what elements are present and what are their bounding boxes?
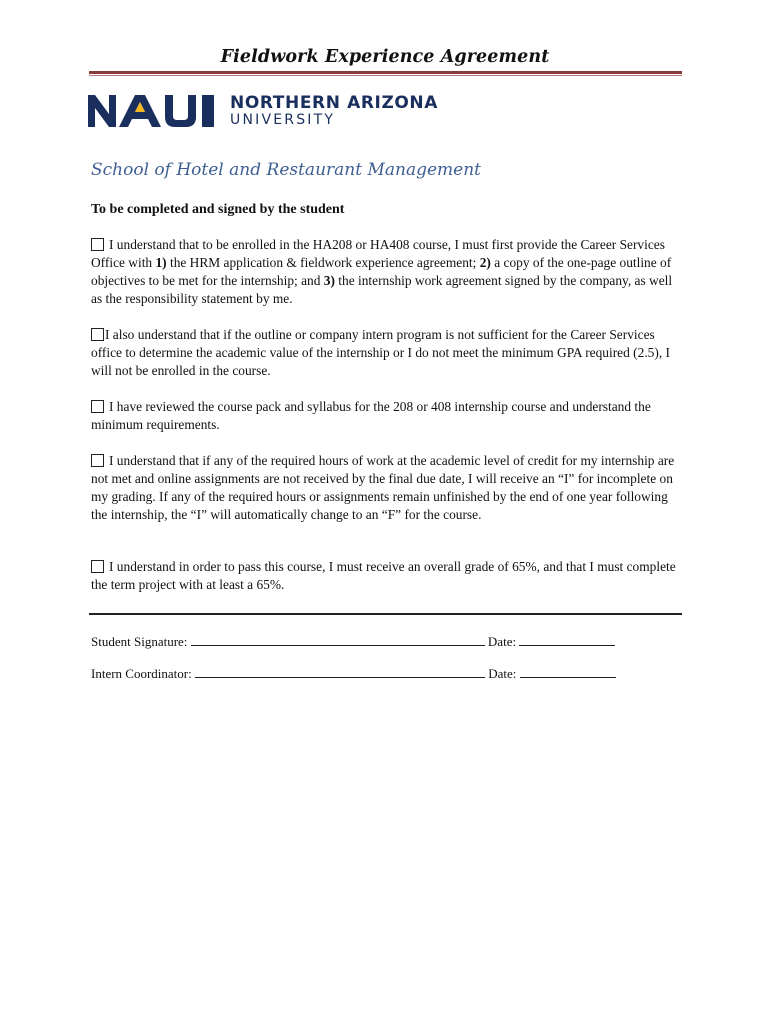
coordinator-signature-label: Intern Coordinator: bbox=[91, 666, 192, 681]
coordinator-signature-field[interactable] bbox=[195, 666, 485, 678]
clause-text: a copy of the one-page outline of objectives to be met for the internship; and bbox=[91, 255, 672, 288]
title-rule bbox=[89, 71, 682, 74]
student-signature-field[interactable] bbox=[191, 634, 485, 646]
clause-text: the HRM application & fieldwork experience agreement; bbox=[166, 255, 480, 270]
section-divider bbox=[89, 613, 682, 615]
logo-text-northern-arizona: NORTHERN ARIZONA bbox=[230, 93, 439, 113]
title-rule-thin bbox=[89, 75, 682, 76]
clause-text: I also understand that if the outline or company intern program is not sufficient for the Career Services office to determine the academic value of the internship or I do not meet the minimum GPA required (2.5), I will not be enrolled in the course. bbox=[91, 327, 670, 378]
clause-text: I have reviewed the course pack and syllabus for the 208 or 408 internship course and understand the minimum requirements. bbox=[91, 399, 651, 432]
student-date-field[interactable] bbox=[519, 634, 615, 646]
clause-text: I understand in order to pass this course, I must receive an overall grade of 65%, and that I must complete the term project with at least a 65%. bbox=[91, 559, 676, 592]
school-heading: School of Hotel and Restaurant Management bbox=[91, 160, 481, 180]
instruction-text: To be completed and signed by the student bbox=[91, 202, 345, 217]
logo-text-university: UNIVERSITY bbox=[230, 112, 336, 128]
item-number: 1) bbox=[155, 255, 167, 270]
clause-incomplete-grading bbox=[91, 452, 681, 524]
item-number: 3) bbox=[323, 273, 335, 288]
document-title: Fieldwork Experience Agreement bbox=[220, 47, 550, 67]
student-date-label: Date: bbox=[487, 634, 517, 649]
clause-text: I understand that if any of the required hours of work at the academic level of credit for my internship are not met and online assignments are not received by the final due date, I will receive an “I” for incomplete on my grading. If any of the required hours or assignments remain unfinished by the end of one year following the internship, the “I” will automatically change to an “F” for the course. bbox=[91, 453, 675, 522]
coordinator-date-label: Date: bbox=[488, 666, 517, 681]
clause-program-sufficiency bbox=[91, 326, 681, 380]
coordinator-date-field[interactable] bbox=[520, 666, 616, 678]
clause-course-pack bbox=[91, 398, 681, 434]
item-number: 2) bbox=[479, 255, 491, 270]
clause-passing-grade bbox=[91, 558, 681, 594]
checkbox-enrollment[interactable] bbox=[91, 238, 104, 251]
checkbox-incomplete-grading[interactable] bbox=[91, 454, 104, 467]
student-signature-label: Student Signature: bbox=[91, 634, 188, 649]
checkbox-course-pack[interactable] bbox=[91, 400, 104, 413]
nau-logo-mark bbox=[88, 94, 216, 128]
clause-enrollment-requirements bbox=[91, 236, 681, 308]
student-signature-row bbox=[91, 634, 615, 650]
coordinator-signature-row bbox=[91, 666, 616, 682]
clause-text: I understand that to be enrolled in the HA208 or HA408 course, I must first provide the Career Services Office with bbox=[91, 237, 665, 270]
checkbox-passing-grade[interactable] bbox=[91, 560, 104, 573]
checkbox-program-sufficiency[interactable] bbox=[91, 328, 104, 341]
clause-text: the internship work agreement signed by the company, as well as the responsibility statement by me. bbox=[91, 273, 673, 306]
